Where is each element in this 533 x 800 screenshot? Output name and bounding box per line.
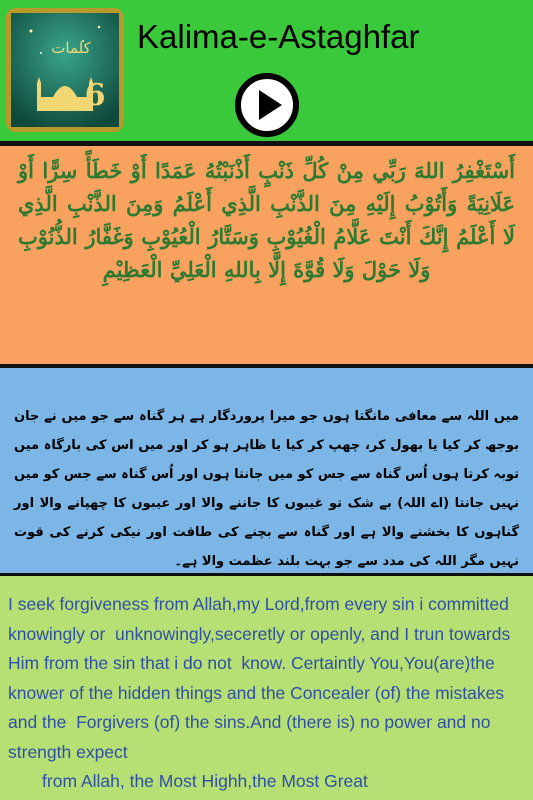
svg-text:کلمات: کلمات	[51, 39, 91, 57]
kalimas-logo-icon	[6, 8, 124, 132]
arabic-text-panel	[0, 146, 533, 364]
page-title: Kalima-e-Astaghfar	[137, 18, 420, 55]
arabic-kalima-text: أَسْتَغْفِرُ اللهَ رَبِّي مِنْ كُلِّ ذَنْبٍ أَذْنَبْتُهُ عَمَدًا أَوْ خَطَأً سِرًّا أَوْ عَلَانِيَةً وَأَتُوْبُ إِلَيْهِ مِنَ الذَّنْبِ الَّذِي أَعْلَمُ وَمِنَ الذَّنْبِ الَّذِي لَا أَعْلَمُ إِنَّكَ أَنْتَ عَلَّامُ الْغُيُوْبِ وَسَتَّارُ الْعُيُوْبِ وَغَفَّارُ الذُّنُوْبِ وَلَا حَوْلَ وَلَا قُوَّةَ إِلَّا بِاللهِ الْعَلِيِّ الْعَظِيْمِ	[18, 158, 515, 282]
play-button[interactable]	[234, 72, 300, 138]
svg-text:6: 6	[84, 78, 106, 113]
urdu-translation-text: میں اللہ سے معافی مانگتا ہوں جو میرا پروردگار ہے ہر گناہ سے جو میں نے جان بوجھ کر کیا یا بھول کر، چھپ کر کیا یا ظاہر ہو کر اور میں اس کی بارگاہ میں توبہ کرتا ہوں اُس گناہ سے جس کو میں جانتا ہوں اور اُس گناہ سے جس کو میں نہیں جانتا (اے اللہ) بے شک تو غیبوں کا جاننے والا اور عیبوں کا چھپانے والا اور گناہوں کا بخشنے والا ہے اور گناہ سے بچنے کی طاقت اور نیکی کرنے کی قوت نہیں مگر اللہ کی مدد سے جو بہت بلند عظمت والا ہے۔	[14, 409, 519, 569]
urdu-translation-panel	[0, 368, 533, 573]
play-circle-icon	[234, 72, 300, 138]
english-translation-text: I seek forgiveness from Allah,my Lord,from every sin i committed knowingly or unknowingly,seceretly or openly, and I trun towards Him from the sin that i do not know. Certaintly You,You(are)the knower of the hidden things and the Concealer (of) the mistakes and the Forgivers (of) the sins.And (there is) no power and no strength expect from Allah, the Most Highh,the Most Great	[8, 594, 511, 791]
header-bar	[0, 0, 533, 141]
english-translation-panel	[0, 576, 533, 800]
